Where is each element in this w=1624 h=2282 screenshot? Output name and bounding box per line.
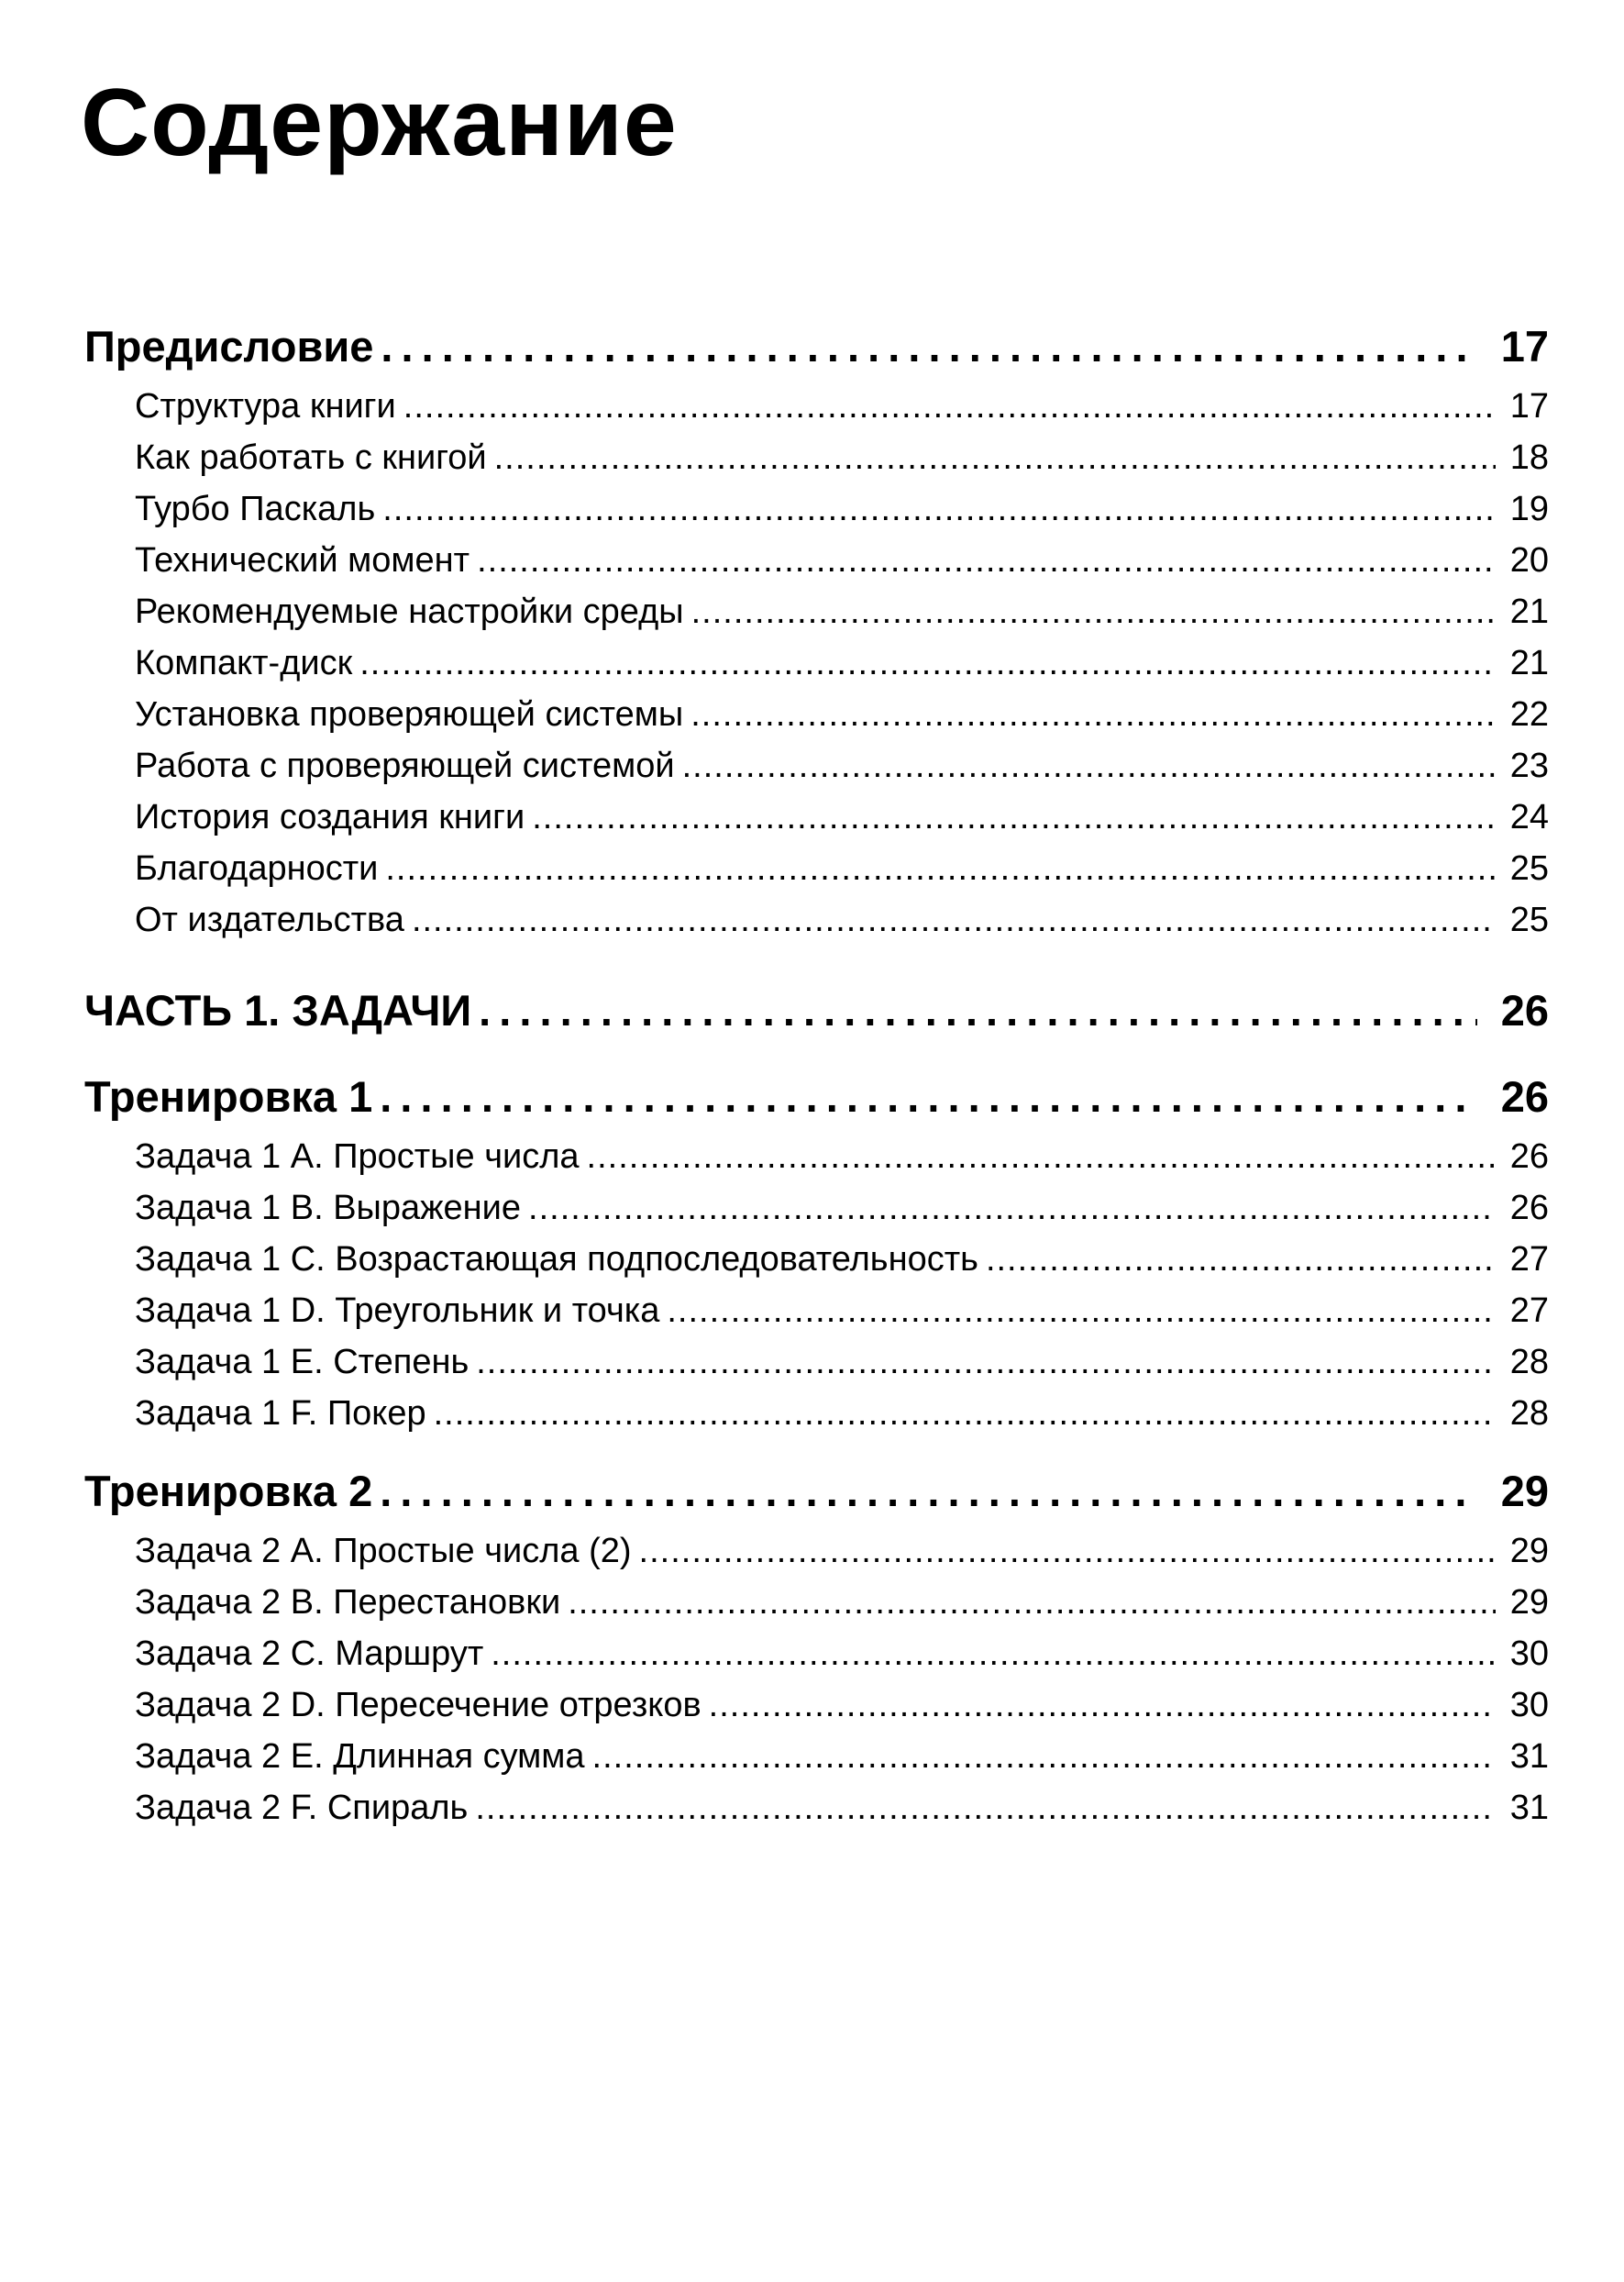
toc-entry[interactable] [84, 541, 1549, 593]
toc-entry-page: 17 [1509, 387, 1549, 426]
dot-leader [359, 644, 1496, 683]
toc-heading[interactable] [84, 321, 1549, 387]
dot-leader [682, 747, 1496, 786]
toc-entry[interactable] [84, 849, 1549, 901]
toc-section-preface [84, 321, 1549, 952]
toc-heading[interactable] [84, 985, 1549, 1051]
toc-heading-page: 17 [1500, 322, 1549, 371]
dot-leader [528, 1189, 1496, 1228]
toc-entry-page: 25 [1509, 901, 1549, 939]
toc-entry[interactable] [84, 1189, 1549, 1240]
toc-entry-page: 22 [1509, 695, 1549, 734]
toc-entry[interactable] [84, 1789, 1549, 1840]
dot-leader [412, 901, 1496, 940]
toc-entry[interactable] [84, 490, 1549, 541]
dot-leader [476, 1343, 1496, 1382]
toc-entry-page: 31 [1509, 1737, 1549, 1776]
toc-entry-page: 19 [1509, 490, 1549, 528]
dot-leader [380, 1071, 1477, 1122]
toc-entry-page: 24 [1509, 798, 1549, 836]
toc-heading[interactable] [84, 1071, 1549, 1137]
toc-entry[interactable] [84, 644, 1549, 695]
toc-entry[interactable] [84, 901, 1549, 952]
toc-entry-title: Задача 2 F. Спираль [135, 1789, 469, 1827]
toc-entry-page: 30 [1509, 1686, 1549, 1724]
page-title: Содержание [81, 70, 678, 176]
toc-entry-title: Компакт-диск [135, 644, 353, 682]
dot-leader [479, 985, 1477, 1036]
toc-entry-title: Технический момент [135, 541, 470, 580]
toc-entry[interactable] [84, 695, 1549, 747]
dot-leader [382, 490, 1496, 529]
toc-entry-title: Работа с проверяющей системой [135, 747, 675, 785]
toc-entry-title: Задача 2 B. Перестановки [135, 1583, 561, 1622]
dot-leader [532, 798, 1496, 837]
toc-entry[interactable] [84, 1583, 1549, 1634]
toc-entry-title: Задача 2 E. Длинная сумма [135, 1737, 585, 1776]
toc-entry-title: Как работать с книгой [135, 438, 487, 477]
toc-entry[interactable] [84, 1240, 1549, 1291]
dot-leader [568, 1583, 1496, 1623]
toc-entry-title: Задача 1 C. Возрастающая подпоследовательность [135, 1240, 978, 1279]
toc-entry[interactable] [84, 1394, 1549, 1446]
toc-entry-page: 29 [1509, 1583, 1549, 1622]
dot-leader [639, 1532, 1496, 1571]
toc-entry-page: 21 [1509, 593, 1549, 631]
toc-entry-page: 25 [1509, 849, 1549, 888]
toc-entry-title: Структура книги [135, 387, 396, 426]
toc-entry-title: История создания книги [135, 798, 525, 836]
toc-entry-title: Задача 1 E. Степень [135, 1343, 470, 1381]
toc-heading-title: ЧАСТЬ 1. ЗАДАЧИ [84, 986, 472, 1035]
toc-entry-title: Задача 1 F. Покер [135, 1394, 426, 1433]
toc-entry[interactable] [84, 1137, 1549, 1189]
dot-leader [434, 1394, 1496, 1434]
toc-entry-title: Рекомендуемые настройки среды [135, 593, 684, 631]
toc-entry[interactable] [84, 387, 1549, 438]
dot-leader [587, 1137, 1496, 1177]
dot-leader [667, 1291, 1496, 1331]
toc-entry-title: Задача 2 C. Маршрут [135, 1634, 484, 1673]
toc-entry-title: Задача 1 A. Простые числа [135, 1137, 580, 1176]
toc-entry-page: 30 [1509, 1634, 1549, 1673]
toc-entry-page: 29 [1509, 1532, 1549, 1570]
toc-heading-page: 26 [1500, 1072, 1549, 1121]
toc-entry-page: 26 [1509, 1137, 1549, 1176]
dot-leader [592, 1737, 1496, 1777]
toc-entry-title: Задача 1 B. Выражение [135, 1189, 522, 1227]
toc-entry-title: Установка проверяющей системы [135, 695, 684, 734]
toc-entry-page: 26 [1509, 1189, 1549, 1227]
toc-entry-page: 23 [1509, 747, 1549, 785]
toc-entry-title: Задача 1 D. Треугольник и точка [135, 1291, 660, 1330]
dot-leader [381, 321, 1477, 371]
toc-heading-page: 29 [1500, 1467, 1549, 1515]
toc-entry-page: 21 [1509, 644, 1549, 682]
dot-leader [380, 1466, 1477, 1516]
toc-entry-title: Турбо Паскаль [135, 490, 376, 528]
dot-leader [403, 387, 1496, 426]
toc-entry[interactable] [84, 1343, 1549, 1394]
dot-leader [477, 541, 1496, 581]
toc-entry-page: 20 [1509, 541, 1549, 580]
toc-entry[interactable] [84, 747, 1549, 798]
toc-entry[interactable] [84, 438, 1549, 490]
toc-entry-title: От издательства [135, 901, 404, 939]
toc-heading[interactable] [84, 1466, 1549, 1532]
toc-entry-page: 28 [1509, 1343, 1549, 1381]
table-of-contents [84, 321, 1549, 1860]
toc-entry-page: 27 [1509, 1291, 1549, 1330]
toc-entry[interactable] [84, 593, 1549, 644]
toc-section-part-1 [84, 985, 1549, 1051]
toc-entry-page: 28 [1509, 1394, 1549, 1433]
dot-leader [475, 1789, 1496, 1828]
toc-entry[interactable] [84, 1737, 1549, 1789]
toc-section-training-1 [84, 1071, 1549, 1446]
dot-leader [494, 438, 1496, 478]
toc-entry-title: Задача 2 A. Простые числа (2) [135, 1532, 632, 1570]
toc-entry[interactable] [84, 1634, 1549, 1686]
dot-leader [690, 695, 1496, 735]
toc-heading-title: Тренировка 1 [84, 1072, 373, 1121]
toc-entry[interactable] [84, 798, 1549, 849]
dot-leader [709, 1686, 1496, 1725]
dot-leader [986, 1240, 1496, 1279]
toc-entry-page: 27 [1509, 1240, 1549, 1279]
dot-leader [691, 593, 1496, 632]
toc-heading-page: 26 [1500, 986, 1549, 1035]
toc-entry[interactable] [84, 1686, 1549, 1737]
toc-entry-page: 18 [1509, 438, 1549, 477]
toc-section-training-2 [84, 1466, 1549, 1840]
toc-entry[interactable] [84, 1291, 1549, 1343]
toc-heading-title: Тренировка 2 [84, 1467, 373, 1515]
toc-entry-title: Благодарности [135, 849, 379, 888]
dot-leader [491, 1634, 1496, 1674]
toc-entry[interactable] [84, 1532, 1549, 1583]
dot-leader [385, 849, 1496, 889]
toc-heading-title: Предисловие [84, 322, 374, 371]
toc-entry-page: 31 [1509, 1789, 1549, 1827]
toc-entry-title: Задача 2 D. Пересечение отрезков [135, 1686, 702, 1724]
